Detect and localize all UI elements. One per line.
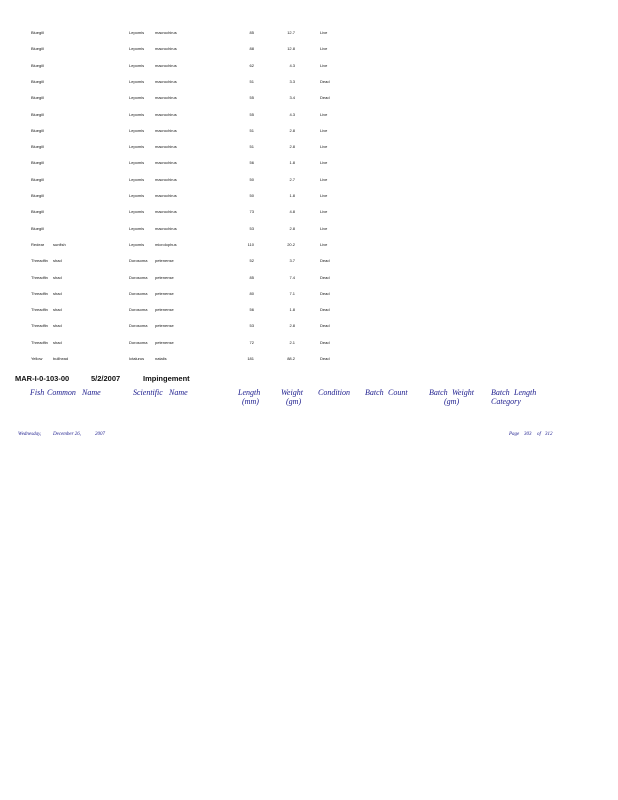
table-row [0,224,618,234]
table-row [0,305,618,315]
cell-common-name: Threadfin [31,323,48,329]
cell-species: macrochirus [155,95,177,101]
cell-weight: 1.8 [289,193,295,198]
cell-weight: 3.7 [289,258,295,264]
sample-header [15,373,315,385]
table-row [0,77,618,87]
cell-genus: Lepomis [129,95,145,101]
cell-condition: Live [320,176,328,182]
cell-common-name: Bluegill [31,78,44,84]
footer-page-label: Page [509,432,520,437]
cell-common-name: Bluegill [31,193,44,198]
cell-weight: 2.8 [289,323,295,329]
cell-common-name: Threadfin [31,290,48,296]
cell-species: natalis [155,356,167,361]
cell-condition: Dead [320,95,330,101]
cell-length: 53 [249,323,254,329]
cell-species: petenense [155,307,174,313]
cell-condition: Dead [320,78,330,84]
cell-length: 62 [249,62,254,68]
cell-weight: 3.4 [289,95,295,101]
cell-genus: Dorosoma [129,258,148,264]
cell-genus: Dorosoma [129,323,148,329]
header-batch-weight-unit: (gm) [444,397,460,406]
cell-genus: Dorosoma [129,290,148,296]
cell-weight: 20.2 [287,241,295,247]
cell-common-name: Bluegill [31,30,44,35]
cell-condition: Live [320,30,328,35]
table-row [0,289,618,299]
cell-genus: Ictalurus [129,356,145,361]
cell-species: macrochirus [155,111,177,117]
table-row [0,191,618,201]
footer-of-label: of [537,432,541,437]
cell-condition: Live [320,144,328,150]
cell-weight: 4.3 [289,62,295,68]
cell-species: macrochirus [155,78,177,84]
cell-weight: 2.8 [289,144,295,150]
sample-id: MAR-I-0-103-00 [15,374,70,383]
cell-length: 52 [249,258,254,264]
cell-condition: Live [320,62,328,68]
cell-common-name: Bluegill [31,176,44,182]
cell-length: 110 [247,241,254,247]
cell-genus: Lepomis [129,46,145,52]
cell-species: macrochirus [155,225,177,231]
footer-page-total: 312 [545,432,553,437]
header-name: Name [82,388,101,397]
header-count: Count [388,388,408,397]
cell-condition: Live [320,209,328,215]
cell-weight: 3.3 [289,78,295,84]
cell-common-name: Bluegill [31,160,44,166]
cell-length: 50 [249,176,254,182]
cell-genus: Lepomis [129,225,145,231]
cell-common-name: Bluegill [31,46,44,52]
cell-genus: Lepomis [129,160,145,166]
cell-genus: Lepomis [129,209,145,215]
cell-condition: Dead [320,339,330,345]
table-row [0,256,618,266]
cell-genus: Lepomis [129,111,145,117]
header-length-unit: (mm) [242,397,259,406]
cell-species: macrochirus [155,209,177,215]
cell-condition: Dead [320,356,330,361]
header-weight-unit: (gm) [286,397,302,406]
cell-common-name-part2: shad [53,258,62,264]
cell-species: macrochirus [155,127,177,133]
cell-common-name: Bluegill [31,209,44,215]
table-row [0,158,618,168]
footer-page-number: 303 [524,432,532,437]
header-scientific: Scientific [133,388,163,397]
table-row [0,338,618,348]
cell-weight: 2.8 [289,127,295,133]
cell-genus: Lepomis [129,241,145,247]
cell-common-name-part2: shad [53,274,62,280]
header-batch-length: Length [514,388,537,397]
cell-condition: Dead [320,258,330,264]
cell-weight: 1.8 [289,160,295,166]
cell-weight: 7.1 [289,290,295,296]
cell-length: 53 [249,225,254,231]
header-batch: Batch [365,388,384,397]
header-batch-weight-batch: Batch [429,388,448,397]
header-batch-weight: Weight [452,388,474,397]
table-row [0,321,618,331]
cell-condition: Dead [320,274,330,280]
table-row [0,110,618,120]
cell-species: microlophus [155,241,177,247]
cell-common-name-part2: bullhead [53,356,69,361]
header-common: Common [47,388,76,397]
footer-year: 2007 [95,432,105,437]
cell-common-name: Threadfin [31,274,48,280]
cell-weight: 12.7 [287,30,295,35]
table-row [0,93,618,103]
cell-length: 73 [249,209,254,215]
cell-common-name-part2: sunfish [53,241,66,247]
cell-common-name-part2: shad [53,307,62,313]
cell-length: 56 [249,307,254,313]
table-row [0,44,618,54]
cell-genus: Dorosoma [129,339,148,345]
cell-weight: 12.8 [287,46,295,52]
cell-condition: Dead [320,290,330,296]
cell-genus: Lepomis [129,78,145,84]
cell-species: petenense [155,290,174,296]
cell-species: petenense [155,274,174,280]
cell-species: petenense [155,258,174,264]
cell-length: 85 [249,274,254,280]
cell-weight: 2.8 [289,225,295,231]
cell-common-name: Threadfin [31,339,48,345]
cell-common-name: Yellow [31,356,43,361]
cell-species: macrochirus [155,144,177,150]
cell-length: 51 [249,127,254,133]
cell-condition: Dead [320,307,330,313]
sample-date: 5/2/2007 [91,374,121,383]
header-category: Category [491,397,521,406]
cell-common-name: Redear [31,241,45,247]
cell-species: macrochirus [155,46,177,52]
cell-length: 51 [249,144,254,150]
cell-common-name: Threadfin [31,258,48,264]
cell-species: macrochirus [155,193,177,198]
cell-length: 50 [249,193,254,198]
cell-length: 72 [249,339,254,345]
table-row [0,61,618,71]
table-row [0,126,618,136]
cell-common-name: Bluegill [31,95,44,101]
cell-genus: Lepomis [129,127,145,133]
header-batch-length-batch: Batch [491,388,510,397]
cell-genus: Lepomis [129,62,145,68]
cell-weight: 2.1 [289,339,295,345]
cell-length: 55 [249,111,254,117]
table-row [0,354,618,364]
cell-common-name-part2: shad [53,323,62,329]
header-fish: Fish [30,388,45,397]
cell-condition: Dead [320,323,330,329]
cell-common-name: Threadfin [31,307,48,313]
cell-genus: Lepomis [129,30,145,35]
cell-genus: Lepomis [129,144,145,150]
cell-length: 181 [247,356,254,361]
cell-condition: Live [320,46,328,52]
cell-weight: 1.8 [289,307,295,313]
cell-weight: 4.3 [289,111,295,117]
header-weight: Weight [281,388,303,397]
cell-length: 51 [249,78,254,84]
cell-condition: Live [320,160,328,166]
cell-condition: Live [320,193,328,198]
cell-species: macrochirus [155,160,177,166]
cell-genus: Lepomis [129,193,145,198]
cell-weight: 4.8 [289,209,295,215]
footer-day: Wednesday, [18,432,42,437]
cell-weight: 7.4 [289,274,295,280]
cell-genus: Dorosoma [129,274,148,280]
header-sci-name: Name [169,388,188,397]
cell-common-name: Bluegill [31,225,44,231]
cell-condition: Live [320,111,328,117]
cell-species: petenense [155,323,174,329]
table-row [0,273,618,283]
cell-length: 85 [249,30,254,35]
cell-weight: 88.2 [287,356,295,361]
cell-common-name-part2: shad [53,339,62,345]
cell-length: 80 [249,290,254,296]
table-row [0,207,618,217]
cell-common-name: Bluegill [31,127,44,133]
cell-length: 55 [249,95,254,101]
cell-common-name-part2: shad [53,290,62,296]
footer-month-day: December 26, [53,432,82,437]
cell-genus: Dorosoma [129,307,148,313]
table-row [0,175,618,185]
table-row [0,28,618,38]
cell-common-name: Bluegill [31,62,44,68]
cell-condition: Live [320,127,328,133]
header-length: Length [238,388,261,397]
header-condition: Condition [318,388,351,397]
cell-condition: Live [320,241,328,247]
cell-common-name: Bluegill [31,111,44,117]
cell-condition: Live [320,225,328,231]
sample-type: Impingement [143,374,190,383]
cell-weight: 2.7 [289,176,295,182]
cell-species: petenense [155,339,174,345]
cell-species: macrochirus [155,30,177,35]
table-row [0,142,618,152]
table-row [0,240,618,250]
cell-length: 88 [249,46,254,52]
cell-common-name: Bluegill [31,144,44,150]
cell-genus: Lepomis [129,176,145,182]
cell-species: macrochirus [155,62,177,68]
cell-species: macrochirus [155,176,177,182]
cell-length: 56 [249,160,254,166]
